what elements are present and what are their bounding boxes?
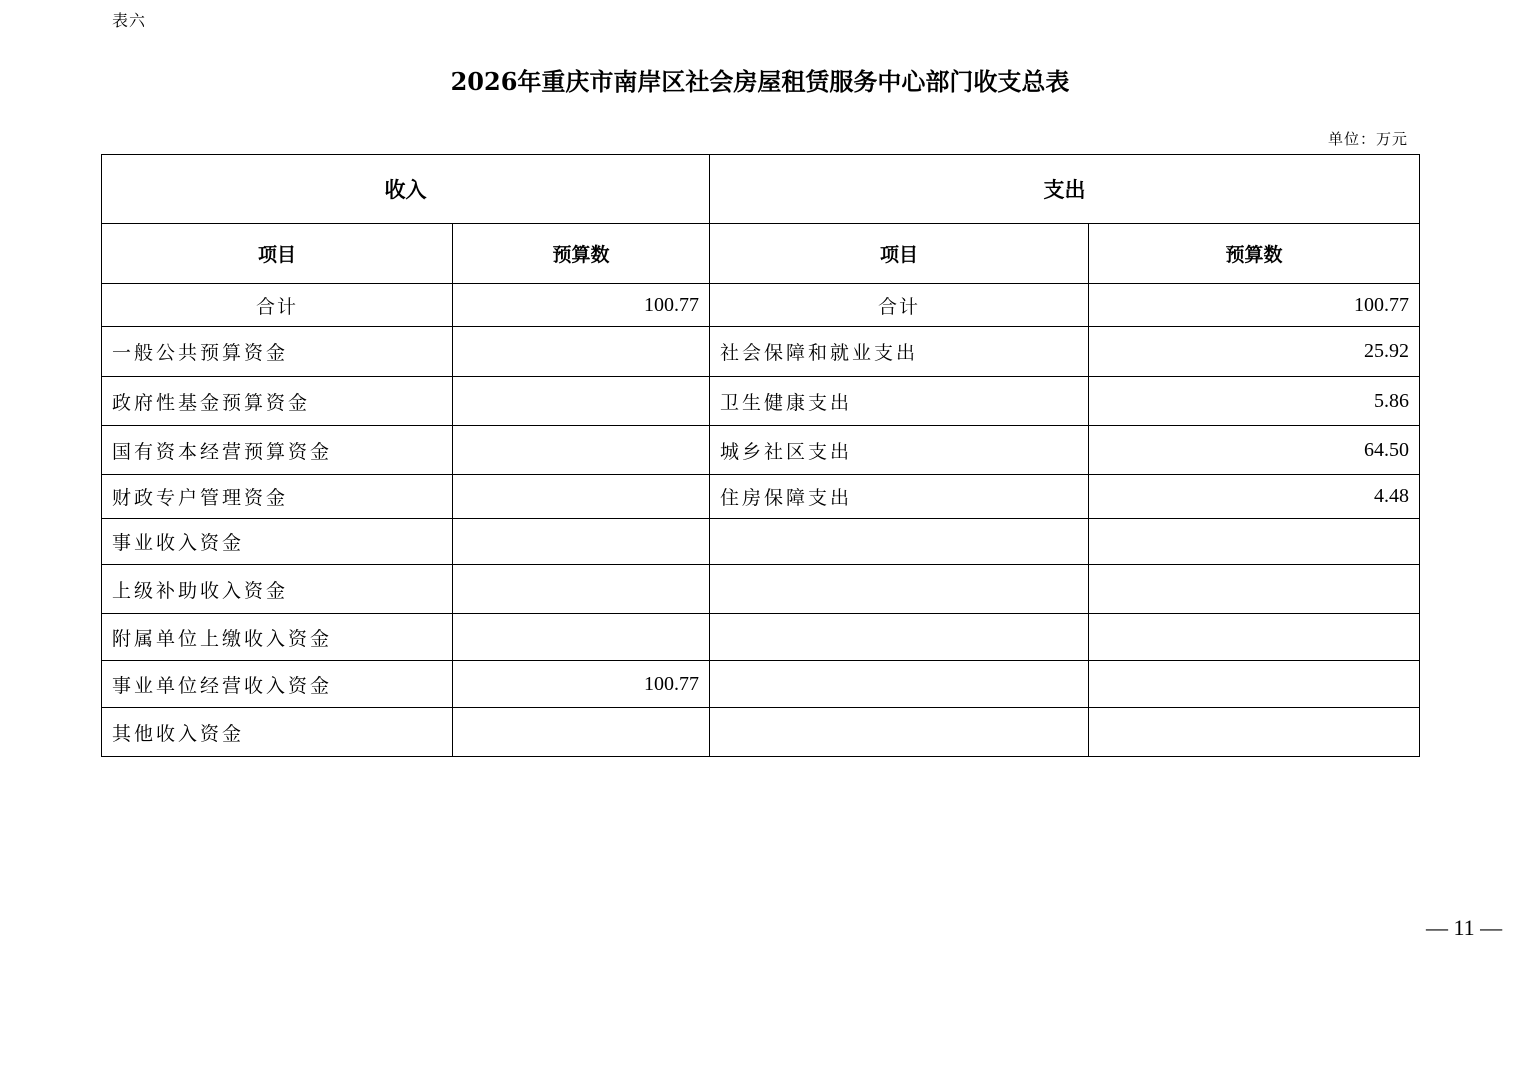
table-row (102, 327, 1420, 377)
income-item: 附属单位上缴收入资金 (102, 614, 453, 661)
expense-value (1089, 565, 1420, 614)
income-value (453, 519, 710, 565)
expense-item: 城乡社区支出 (710, 426, 1089, 475)
expense-value (1089, 614, 1420, 661)
income-header: 收入 (102, 155, 710, 224)
table-row (102, 475, 1420, 519)
income-value: 100.77 (453, 661, 710, 708)
total-row (102, 284, 1420, 327)
expense-item: 卫生健康支出 (710, 377, 1089, 426)
expense-value: 25.92 (1089, 327, 1420, 377)
income-value (453, 475, 710, 519)
income-item: 财政专户管理资金 (102, 475, 453, 519)
income-value (453, 327, 710, 377)
expense-total-value: 100.77 (1089, 284, 1420, 327)
column-header-row (102, 224, 1420, 284)
table-row (102, 708, 1420, 757)
income-item: 政府性基金预算资金 (102, 377, 453, 426)
income-item: 上级补助收入资金 (102, 565, 453, 614)
expense-value: 64.50 (1089, 426, 1420, 475)
table-row (102, 565, 1420, 614)
expense-item-column-header: 项目 (710, 224, 1089, 284)
table-row (102, 519, 1420, 565)
table-row (102, 614, 1420, 661)
table-label: 表六 (112, 11, 147, 30)
page-title: 2026年重庆市南岸区社会房屋租赁服务中心部门收支总表 (450, 67, 1070, 96)
income-item: 其他收入资金 (102, 708, 453, 757)
income-value (453, 426, 710, 475)
income-total-value: 100.77 (453, 284, 710, 327)
table-row (102, 661, 1420, 708)
expense-value (1089, 708, 1420, 757)
expense-value (1089, 519, 1420, 565)
expense-item (710, 519, 1089, 565)
expense-total-label: 合计 (710, 284, 1089, 327)
income-item: 事业收入资金 (102, 519, 453, 565)
expense-value: 5.86 (1089, 377, 1420, 426)
expense-item (710, 565, 1089, 614)
expense-item (710, 614, 1089, 661)
expense-header: 支出 (710, 155, 1420, 224)
expense-item: 住房保障支出 (710, 475, 1089, 519)
table-row (102, 377, 1420, 426)
expense-item (710, 708, 1089, 757)
expense-value: 4.48 (1089, 475, 1420, 519)
expense-item (710, 661, 1089, 708)
expense-budget-column-header: 预算数 (1089, 224, 1420, 284)
income-item: 国有资本经营预算资金 (102, 426, 453, 475)
expense-item: 社会保障和就业支出 (710, 327, 1089, 377)
budget-table (101, 154, 1420, 757)
income-budget-column-header: 预算数 (453, 224, 710, 284)
income-value (453, 565, 710, 614)
unit-label: 单位：万元 (1327, 130, 1408, 148)
table-row (102, 426, 1420, 475)
section-header-row (102, 155, 1420, 224)
income-value (453, 614, 710, 661)
income-value (453, 377, 710, 426)
income-item: 一般公共预算资金 (102, 327, 453, 377)
income-item-column-header: 项目 (102, 224, 453, 284)
page-number: — 11 — (1426, 915, 1503, 940)
income-total-label: 合计 (102, 284, 453, 327)
income-item: 事业单位经营收入资金 (102, 661, 453, 708)
income-value (453, 708, 710, 757)
expense-value (1089, 661, 1420, 708)
